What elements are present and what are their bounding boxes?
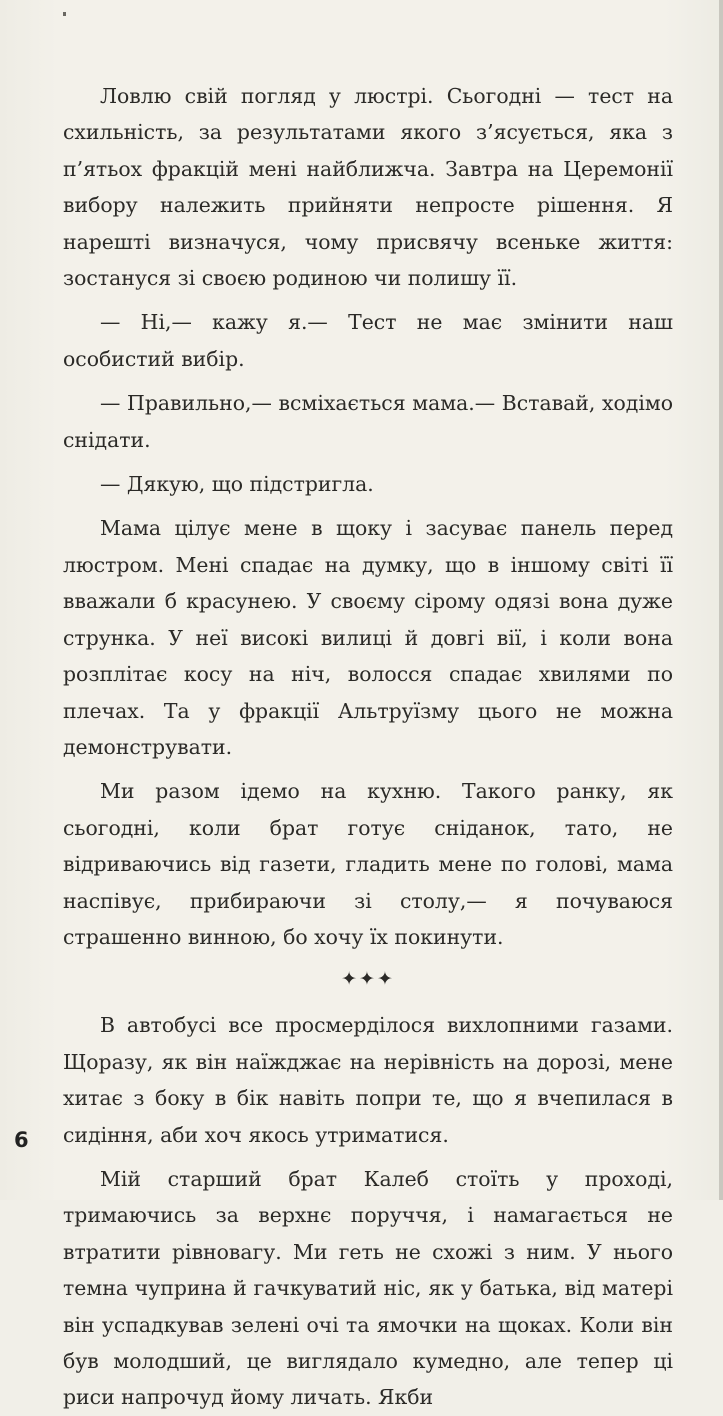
paragraph: Мій старший брат Калеб стоїть у проході, тримаючись за верхнє поруччя, і намагається не втратити рівновагу. Ми геть не схожі з ним. У нього темна чуприна й гачкуватий ніс, як у батька, від матері він успадкував зелені очі та ямочки на щоках. Коли він був молодший, це виглядало кумедно, але тепер ці риси напрочуд йому личать. Якби bbox=[63, 1166, 673, 1410]
paragraph: В автобусі все просмерділося вихлопними газами. Щоразу, як він наїжджає на нерівність на дорозі, мене хитає з боку в бік навіть попри те, що я вчепилася в сидіння, аби хоч якось утриматися. bbox=[63, 1013, 673, 1147]
paragraph: — Ні,— кажу я.— Тест не має змінити наш особистий вибір. bbox=[63, 310, 673, 371]
corner-mark bbox=[63, 12, 66, 16]
paragraph: — Дякую, що підстригла. bbox=[100, 472, 374, 497]
paragraph: Мама цілує мене в щоку і засуває панель перед люстром. Мені спадає на думку, що в іншому світі її вважали б красунею. У своєму сірому одязі вона дуже струнка. У неї високі вилиці й довгі вії, і коли вона розплітає косу на ніч, волосся спадає хвилями по плечах. Та у фракції Альтруїзму цього не можна демонструвати. bbox=[63, 516, 673, 759]
paragraph: Ми разом ідемо на кухню. Такого ранку, як сьогодні, коли брат готує сніданок, тато, не відриваючись від газети, гладить мене по голові, мама наспівує, прибираючи зі столу,— я почуваюся страшенно винною, бо хочу їх покинути. bbox=[63, 779, 673, 949]
paragraph: — Правильно,— всміхається мама.— Вставай, ходімо снідати. bbox=[63, 391, 673, 452]
page-edge bbox=[719, 0, 723, 1200]
section-separator: ✦✦✦ bbox=[341, 968, 395, 991]
page-number: 6 bbox=[14, 1128, 29, 1152]
paragraph: Ловлю свій погляд у люстрі. Сьогодні — тест на схильність, за результатами якого з’ясується, яка з п’ятьох фракцій мені найближча. Завтра на Церемонії вибору належить прийняти непросте рішення. Я нарешті визначуся, чому присвячу всеньке життя: зостануся зі своєю родиною чи полишу її. bbox=[63, 84, 673, 291]
body-text bbox=[63, 78, 673, 1416]
